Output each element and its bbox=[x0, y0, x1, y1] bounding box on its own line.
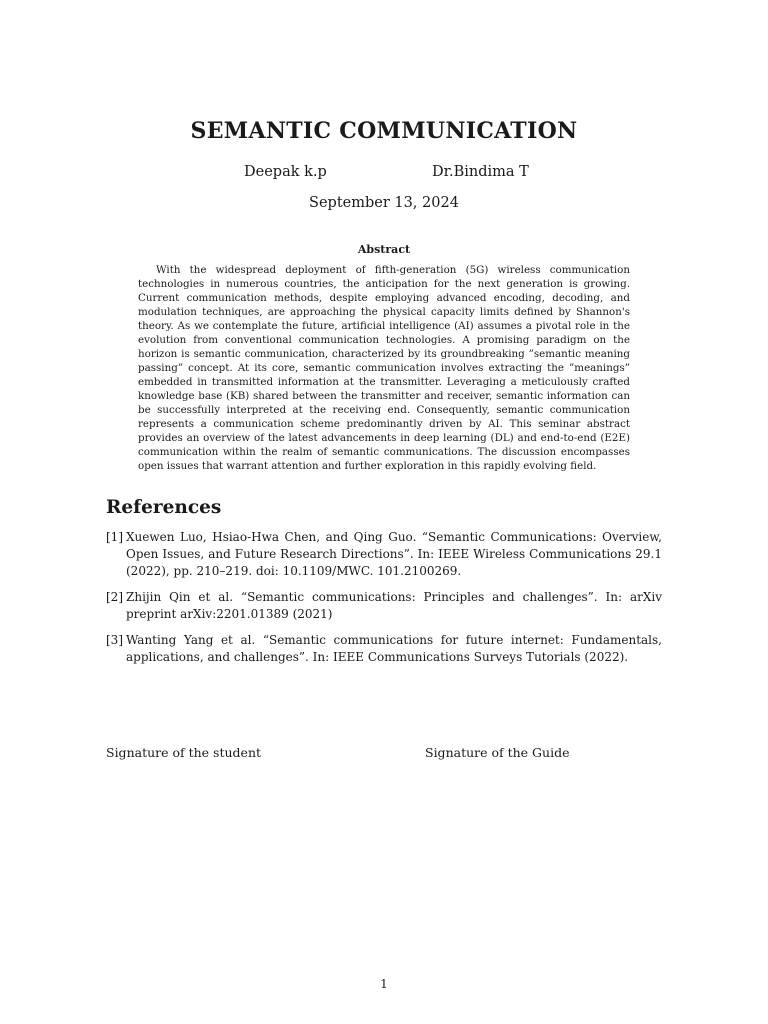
reference-number: [3] bbox=[106, 633, 123, 647]
reference-item bbox=[106, 529, 662, 580]
paper-date: September 13, 2024 bbox=[309, 195, 459, 211]
reference-number: [2] bbox=[106, 590, 123, 604]
reference-text: Xuewen Luo, Hsiao-Hwa Chen, and Qing Guo. “Semantic Communications: Overview, Open Issues, and Future Research Directions”. In: IEEE Wireless Communications 29.1 (2022), pp. 210–219. doi: 10.1109/MWC. 101.2100269. bbox=[126, 530, 662, 578]
reference-item bbox=[106, 632, 662, 666]
reference-text: Zhijin Qin et al. “Semantic communications: Principles and challenges”. In: arXiv preprint arXiv:2201.01389 (2021) bbox=[126, 590, 662, 621]
references-list bbox=[106, 529, 662, 675]
author-2: Dr.Bindima T bbox=[432, 164, 529, 180]
abstract-body: With the widespread deployment of fifth-generation (5G) wireless communication technologies in numerous countries, the anticipation for the next generation is growing. Current communication methods, despite employing advanced encoding, decoding, and modulation techniques, are approaching the physical capacity limits defined by Shannon's theory. As we contemplate the future, artificial intelligence (AI) assumes a pivotal role in the evolution from conventional communication technologies. A promising paradigm on the horizon is semantic communication, characterized by its groundbreaking ”semantic meaning passing” concept. At its core, semantic communication involves extracting the ”meanings” embedded in transmitted information at the transmitter. Leveraging a meticulously crafted knowledge base (KB) shared between the transmitter and receiver, semantic information can be successfully interpreted at the receiving end. Consequently, semantic communication represents a communication scheme predominantly driven by AI. This seminar abstract provides an overview of the latest advancements in deep learning (DL) and end-to-end (E2E) communication within the realm of semantic communications. The discussion encompasses open issues that warrant attention and further exploration in this rapidly evolving field. bbox=[138, 264, 630, 472]
reference-text: Wanting Yang et al. “Semantic communications for future internet: Fundamentals, applications, and challenges”. In: IEEE Communications Surveys Tutorials (2022). bbox=[126, 633, 662, 664]
reference-number: [1] bbox=[106, 530, 123, 544]
paper-title: SEMANTIC COMMUNICATION bbox=[190, 118, 578, 144]
reference-item bbox=[106, 589, 662, 623]
page-number: 1 bbox=[380, 977, 388, 991]
guide-signature-label: Signature of the Guide bbox=[425, 745, 570, 760]
abstract-heading: Abstract bbox=[357, 243, 411, 256]
student-signature-label: Signature of the student bbox=[106, 745, 262, 760]
references-heading: References bbox=[106, 497, 222, 518]
author-1: Deepak k.p bbox=[244, 164, 327, 180]
